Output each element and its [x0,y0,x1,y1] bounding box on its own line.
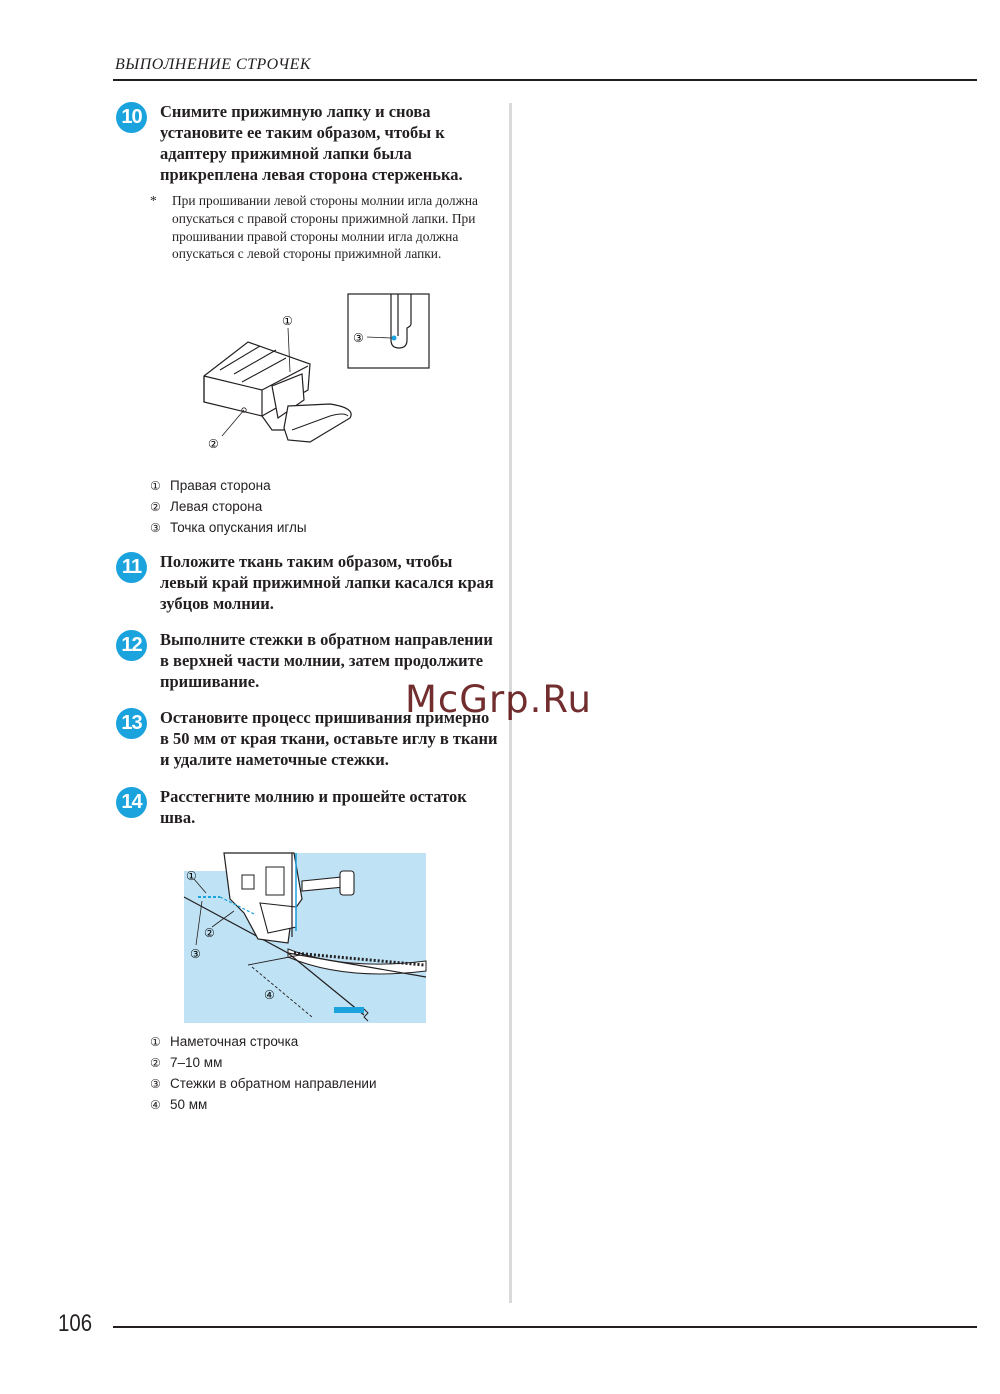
legend-number: ② [150,499,161,514]
step-12-text: Выполните стежки в обратном направлении в верхней части молнии, затем продолжите пришивание. [160,630,493,691]
legend-number: ③ [150,1076,161,1091]
callout-1-fig1: ① [282,314,293,328]
header-divider [113,79,977,81]
note [150,192,500,263]
legend-label: Правая сторона [170,478,271,493]
step-badge-10: 10 [116,102,147,133]
legend-number: ④ [150,1097,161,1112]
legend-number: ① [150,478,161,493]
legend-label: 7–10 мм [170,1055,223,1070]
step-11-text: Положите ткань таким образом, чтобы левый край прижимной лапки касался края зубцов молнии. [160,552,494,613]
legend-figure2 [150,1031,377,1115]
callout-2-fig1: ② [208,437,219,451]
legend-label: Наметочная строчка [170,1034,299,1049]
callout-2-fig2: ② [204,926,215,940]
step-14-text: Расстегните молнию и прошейте остаток шва. [160,787,467,827]
legend-item [150,1094,377,1115]
zipper-sewing-figure [184,853,426,1023]
legend-number: ② [150,1055,161,1070]
callout-4-fig2: ④ [264,988,275,1002]
note-asterisk: * [150,193,157,208]
section-title: ВЫПОЛНЕНИЕ СТРОЧЕК [115,56,311,73]
presser-foot-figure [180,290,440,460]
legend-item [150,1031,377,1052]
step-13-text: Остановите процесс пришивания примерно в 50 мм от края ткани, оставьте иглу в ткани и удалите наметочные стежки. [160,708,498,769]
step-badge-11: 11 [116,552,147,583]
legend-label: Стежки в обратном направлении [170,1076,377,1091]
callout-3-fig2: ③ [190,947,201,961]
step-10-text: Снимите прижимную лапку и снова установите ее таким образом, чтобы к адаптеру прижимной лапки была прикреплена левая сторона стерженька. [160,102,463,184]
legend-number: ① [150,1034,161,1049]
legend-label: 50 мм [170,1097,208,1112]
legend-label: Точка опускания иглы [170,520,307,535]
callout-3-fig1: ③ [353,331,364,345]
footer-divider [113,1326,977,1328]
note-text: При прошивании левой стороны молнии игла должна опускаться с правой стороны прижимной лапки. При прошивании правой стороны молнии игла должна опускаться с левой стороны прижимной лапки. [172,193,478,262]
step-badge-13: 13 [116,708,147,739]
legend-item [150,517,307,538]
callout-1-fig2: ① [186,869,197,883]
legend-item [150,1073,377,1094]
legend-item [150,1052,377,1073]
legend-label: Левая сторона [170,499,263,514]
page-number: 106 [58,1310,93,1337]
watermark: McGrp.Ru [405,678,592,721]
legend-item [150,475,307,496]
legend-item [150,496,307,517]
legend-number: ③ [150,520,161,535]
step-badge-14: 14 [116,787,147,818]
step-badge-12: 12 [116,630,147,661]
legend-figure1 [150,475,307,538]
